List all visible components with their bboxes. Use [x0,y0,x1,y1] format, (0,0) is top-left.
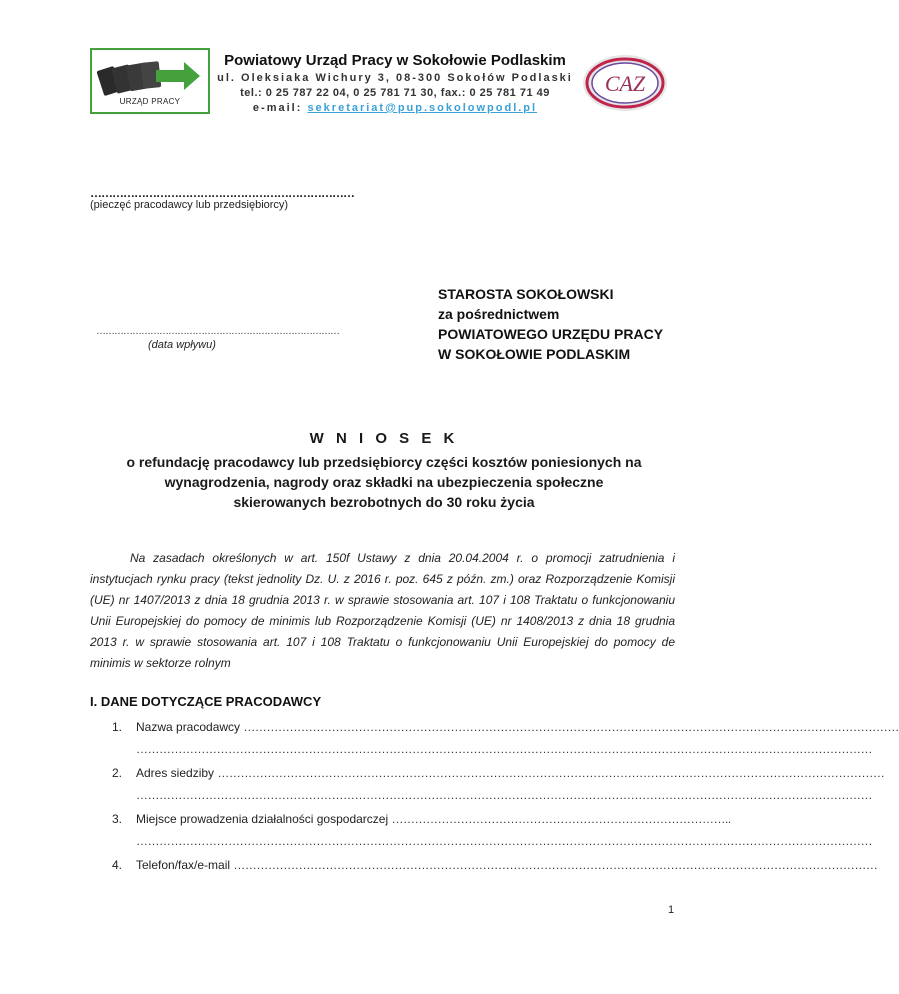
urzad-pracy-logo [90,48,210,114]
document-subtitle [100,452,668,512]
field-label: Miejsce prowadzenia działalności gospodarczej [136,812,389,826]
logo-caption: URZĄD PRACY [119,97,181,106]
fill-line-continuation[interactable]: ………………………………………………………………………………………………………………………………………………………………………… [136,742,872,756]
stamp-caption: (pieczęć pracodawcy lub przedsiębiorcy) [90,199,289,211]
field-label: Telefon/fax/e-mail [136,858,231,872]
office-phone: tel.: 0 25 787 22 04, 0 25 781 71 30, fax.: 0 25 781 71 49 [240,87,550,99]
fill-line-continuation[interactable]: ………………………………………………………………………………………………………………………………………………………………………… [136,834,872,848]
field-business-location[interactable] [112,812,731,826]
addressee-line: STAROSTA SOKOŁOWSKI [438,286,614,302]
caz-text: CAZ [604,71,646,96]
fill-line: …………………………………………………………………………………………………………………………………………………… [233,858,878,872]
section-heading: I. DANE DOTYCZĄCE PRACODAWCY [90,694,322,709]
legal-basis-paragraph [90,548,675,674]
field-label: Adres siedziby [136,766,215,780]
office-title: Powiatowy Urząd Pracy w Sokołowie Podlaskim [224,52,566,69]
fill-line: …………………………………………………………………………….. [391,812,731,826]
addressee-block [438,284,663,364]
addressee-line: W SOKOŁOWIE PODLASKIM [438,346,631,362]
field-contact[interactable] [112,858,878,872]
caz-badge-icon [580,52,670,114]
date-caption: (data wpływu) [148,339,216,351]
subtitle-line: skierowanych bezrobotnych do 30 roku życia [233,494,535,510]
email-prefix: e-mail: [252,102,308,114]
office-email-line [215,102,575,114]
fill-line: ………………………………………………………………………………………………………………………………………………………… [217,766,885,780]
email-link[interactable]: sekretariat@pup.sokolowpodl.pl [307,102,538,114]
field-number: 4. [112,858,123,872]
field-number: 2. [112,766,123,780]
field-label: Nazwa pracodawcy [136,720,241,734]
date-line: ……………………………………………………………………… [96,326,339,337]
field-number: 3. [112,812,123,826]
fill-line: ……………………………………………………………………………………………………………………………………………………… [243,720,899,734]
field-employer-name[interactable] [112,720,899,734]
subtitle-line: o refundację pracodawcy lub przedsiębiorcy części kosztów poniesionych na [126,454,642,470]
caz-logo [580,52,670,114]
field-number: 1. [112,720,123,734]
page-number: 1 [668,904,675,916]
addressee-line: POWIATOWEGO URZĘDU PRACY [438,326,664,342]
office-address: ul. Oleksiaka Wichury 3, 08-300 Sokołów Podlaski [217,72,573,84]
stamp-line: ……………………………………………………………… [90,186,354,200]
document-title: W N I O S E K [309,430,459,447]
office-header [215,52,575,114]
legal-text: Na zasadach określonych w art. 150f Ustawy z dnia 20.04.2004 r. o promocji zatrudnienia i instytucjach rynku pracy (tekst jednolity Dz. U. z 2016 r. poz. 645 z późn. zm.) oraz Rozporządzenie Komisji (UE) nr 1407/2013 z dnia 18 grudnia 2013 r. w sprawie stosowania art. 107 i 108 Traktatu o funkcjonowaniu Unii Europejskiej do pomocy de minimis lub Rozporządzenie Komisji (UE) nr 1408/2013 z dnia 18 grudnia 2013 r. w sprawie stosowania art. 107 i 108 Traktatu o funkcjonowaniu Unii Europejskiej do pomocy de minimis w sektorze rolnym [90,551,675,670]
subtitle-line: wynagrodzenia, nagrody oraz składki na ubezpieczenia społeczne [164,474,604,490]
fill-line-continuation[interactable]: ………………………………………………………………………………………………………………………………………………………………………… [136,788,872,802]
field-registered-address[interactable] [112,766,885,780]
addressee-line: za pośrednictwem [438,306,560,322]
